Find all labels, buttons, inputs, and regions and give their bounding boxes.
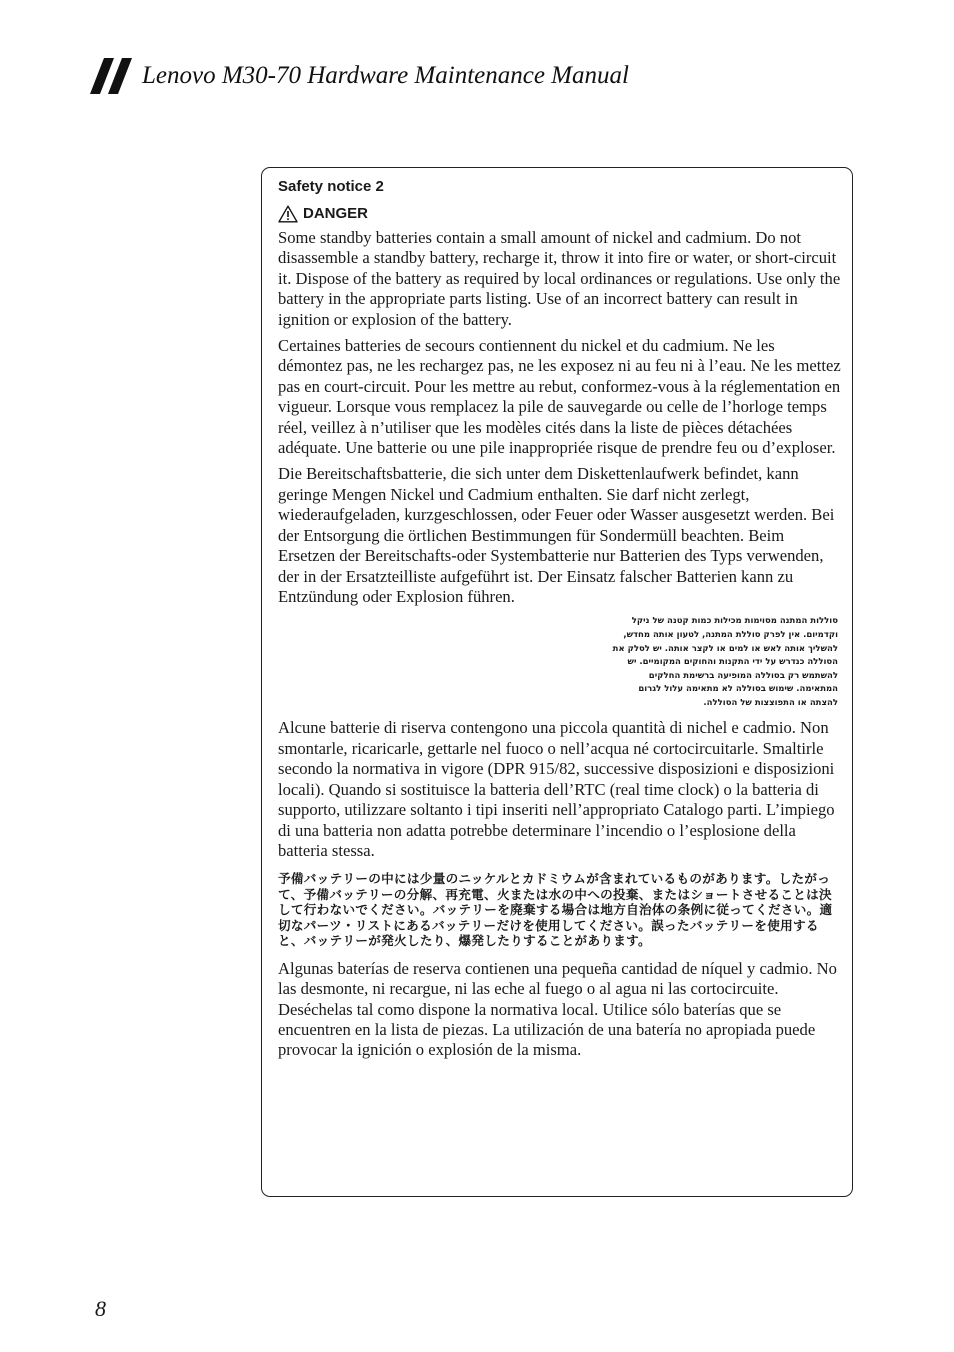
page-header xyxy=(90,56,629,96)
paragraph-french: Certaines batteries de secours contiennent du nickel et du cadmium. Ne les démontez pas, ne les rechargez pas, ne les exposez ni au feu ni à l’eau. Ne les mettez pas en court-circuit. Pour les mettre au rebut, conformez-vous à la réglementation en vigueur. Lorsque vous remplacez la pile de sauvegarde ou celle de l’horloge temps réel, veillez à n’utiliser que les modèles cités dans la liste de pièces détachées adéquate. Une batterie ou une pile inappropriée risque de prendre feu ou d’exploser. xyxy=(278,336,841,458)
safety-notice-content xyxy=(278,178,842,1067)
paragraph-spanish: Algunas baterías de reserva contienen una pequeña cantidad de níquel y cadmio. No las desmonte, ni recargue, ni las eche al fuego o al agua ni las cortocircuite. Deséchelas tal como dispone la normativa local. Utilice sólo baterías que se encuentren en la lista de piezas. La utilización de una batería no apropiada puede provocar la ignición o explosión de la misma. xyxy=(278,958,837,1060)
paragraph-japanese: 予備バッテリーの中には少量のニッケルとカドミウムが含まれているものがあります。したがって、予備バッテリーの分解、再充電、火または水の中への投棄、またはショートさせることは決して行わないでください。バッテリーを廃棄する場合は地方自治体の条例に従ってください。適切なパーツ・リストにあるバッテリーだけを使用してください。誤ったバッテリーを使用すると、バッテリーが発火したり、爆発したりすることがあります。 xyxy=(278,871,833,949)
danger-label: DANGER xyxy=(303,205,369,222)
paragraph-italian: Alcune batterie di riserva contengono una piccola quantità di nichel e cadmio. Non smontarle, ricaricarle, gettarle nel fuoco o nell’acqua né cortocircuitarle. Smaltirle secondo la normativa in vigore (DPR 915/82, successive disposizioni e disposizioni locali). Quando si sostituisce la batteria dell’RTC (real time clock) o la batteria di supporto, utilizzare soltanto i tipi inseriti nell’appropriato Catalogo parti. L’impiego di una batteria non adatta potrebbe determinare l’incendio o l’esplosione della batteria stessa. xyxy=(278,718,835,860)
safety-notice-box xyxy=(261,167,853,1197)
paragraph-german: Die Bereitschaftsbatterie, die sich unter dem Diskettenlaufwerk befindet, kann geringe Mengen Nickel und Cadmium enthalten. Sie darf nicht zerlegt, wiederaufgeladen, kurzgeschlossen, oder Feuer oder Wasser ausgesetzt werden. Bei der Entsorgung die örtlichen Bestimmungen für Sondermüll beachten. Beim Ersetzen der Bereitschafts-oder Systembatterie nur Batterien des Typs verwenden, der in der Ersatzteilliste aufgeführt ist. Der Einsatz falscher Batterien kann zu Entzündung oder Explosion führen. xyxy=(278,464,835,606)
notice-title: Safety notice 2 xyxy=(278,178,384,195)
page-number: 8 xyxy=(95,1296,106,1321)
danger-heading xyxy=(278,205,842,223)
paragraph-english: Some standby batteries contain a small amount of nickel and cadmium. Do not disassemble a standby battery, recharge it, throw it into fire or water, or short-circuit it. Dispose of the battery as required by local ordinances or regulations. Use only the battery in the appropriate parts listing. Use of an incorrect battery can result in ignition or explosion of the battery. xyxy=(278,228,841,329)
manual-title: Lenovo M30-70 Hardware Maintenance Manual xyxy=(142,62,629,89)
paragraph-hebrew: סוללות המתנה מסוימות מכילות כמות קטנה של ניקל וקדמיום. אין לפרק סוללת המתנה, לטעון אותה מחדש, להשליך אותה לאש או למים או לקצר אותה. יש לסלק את הסוללה כנדרש על ידי התקנות והחוקים המקומיים. יש להשתמש רק בסוללה המופיעה ברשימת החלקים המתאימה. שימוש בסוללה לא מתאימה עלול לגרום להצתה או התפוצצות של הסוללה. xyxy=(612,616,838,708)
double-slash-logo-icon xyxy=(90,58,134,94)
warning-triangle-icon xyxy=(278,205,298,223)
